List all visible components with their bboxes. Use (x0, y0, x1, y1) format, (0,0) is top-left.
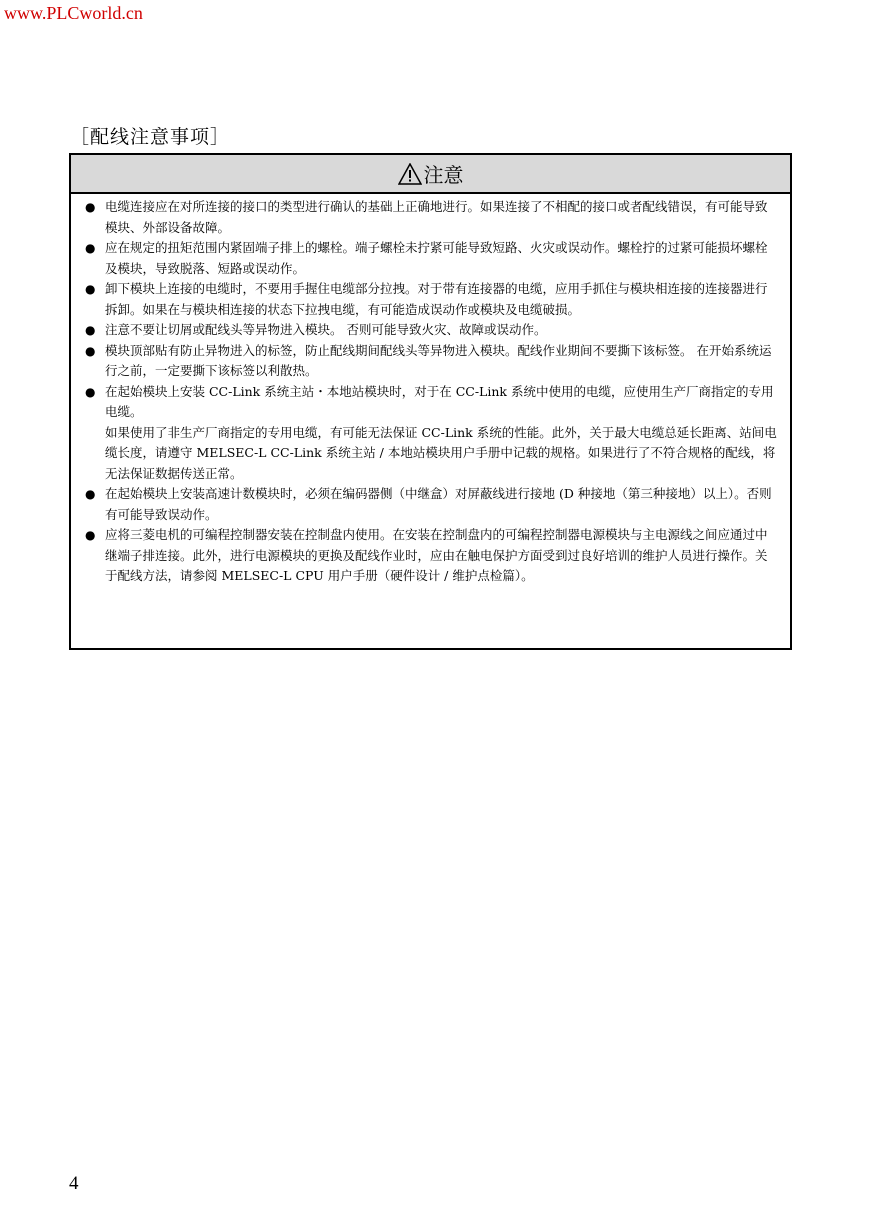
caution-item (85, 279, 778, 320)
caution-paragraph: 电缆连接应在对所连接的接口的类型进行确认的基础上正确地进行。如果连接了不相配的接口或者配线错误，有可能导致模块、外部设备故障。 (105, 199, 768, 235)
caution-list (71, 194, 790, 587)
caution-item-text (105, 382, 778, 485)
bullet-icon: ● (85, 200, 96, 214)
caution-paragraph: 注意不要让切屑或配线头等异物进入模块。 否则可能导致火灾、故障或误动作。 (105, 322, 547, 337)
bullet-icon: ● (85, 528, 96, 542)
bullet-icon: ● (85, 487, 96, 501)
bullet-icon: ● (85, 282, 96, 296)
warning-triangle-icon (398, 163, 422, 185)
caution-item-text (105, 279, 778, 320)
caution-paragraph: 模块顶部贴有防止异物进入的标签，防止配线期间配线头等异物进入模块。配线作业期间不要撕下该标签。 在开始系统运行之前，一定要撕下该标签以利散热。 (105, 342, 772, 378)
caution-item-text (105, 484, 778, 525)
caution-item (85, 484, 778, 525)
caution-paragraph: 卸下模块上连接的电缆时，不要用手握住电缆部分拉拽。对于带有连接器的电缆，应用手抓住与模块相连接的连接器进行拆卸。如果在与模块相连接的状态下拉拽电缆，有可能造成误动作或模块及电缆破损。 (105, 281, 768, 317)
caution-paragraph: 在起始模块上安装高速计数模块时，必须在编码器侧（中继盒）对屏蔽线进行接地 (D 种接地（第三种接地）以上）。否则有可能导致误动作。 (105, 486, 772, 522)
page-number: 4 (69, 1173, 79, 1194)
caution-item-text (105, 197, 778, 238)
caution-item (85, 525, 778, 587)
caution-item (85, 238, 778, 279)
caution-item (85, 320, 778, 341)
caution-paragraph: 应在规定的扭矩范围内紧固端子排上的螺栓。端子螺栓未拧紧可能导致短路、火灾或误动作。螺栓拧的过紧可能损坏螺栓及模块，导致脱落、短路或误动作。 (105, 240, 768, 276)
bullet-icon: ● (85, 384, 96, 399)
caution-item (85, 197, 778, 238)
bullet-icon: ● (85, 241, 96, 255)
caution-paragraph: 如果使用了非生产厂商指定的专用电缆，有可能无法保证 CC-Link 系统的性能。此外，关于最大电缆总延长距离、站间电缆长度，请遵守 MELSEC-L CC-Link 系统主站 / 本地站模块用户手册中记载的规格。如果进行了不符合规格的配线，将无法保证数据传送正常。 (105, 424, 777, 481)
bullet-icon: ● (85, 323, 96, 337)
section-title: ［配线注意事项］ (70, 126, 231, 148)
caution-item (85, 382, 778, 485)
caution-item-text (105, 320, 778, 341)
caution-paragraph: 在起始模块上安装 CC-Link 系统主站・本地站模块时，对于在 CC-Link 系统中使用的电缆，应使用生产厂商指定的专用电缆。 (105, 383, 774, 419)
caution-item-text (105, 525, 778, 587)
caution-paragraph: 应将三菱电机的可编程控制器安装在控制盘内使用。在安装在控制盘内的可编程控制器电源模块与主电源线之间应通过中继端子排连接。此外，进行电源模块的更换及配线作业时，应由在触电保护方面受到过良好培训的维护人员进行操作。关于配线方法，请参阅 MELSEC-L CPU 用户手册（硬件设计 / 维护点检篇）。 (105, 527, 768, 583)
caution-item-text (105, 341, 778, 382)
caution-header (71, 155, 790, 194)
caution-item-text (105, 238, 778, 279)
bullet-icon: ● (85, 343, 96, 358)
caution-title: 注意 (423, 163, 464, 187)
watermark-link[interactable]: www.PLCworld.cn (4, 3, 143, 23)
caution-item (85, 341, 778, 382)
caution-box (69, 153, 792, 650)
